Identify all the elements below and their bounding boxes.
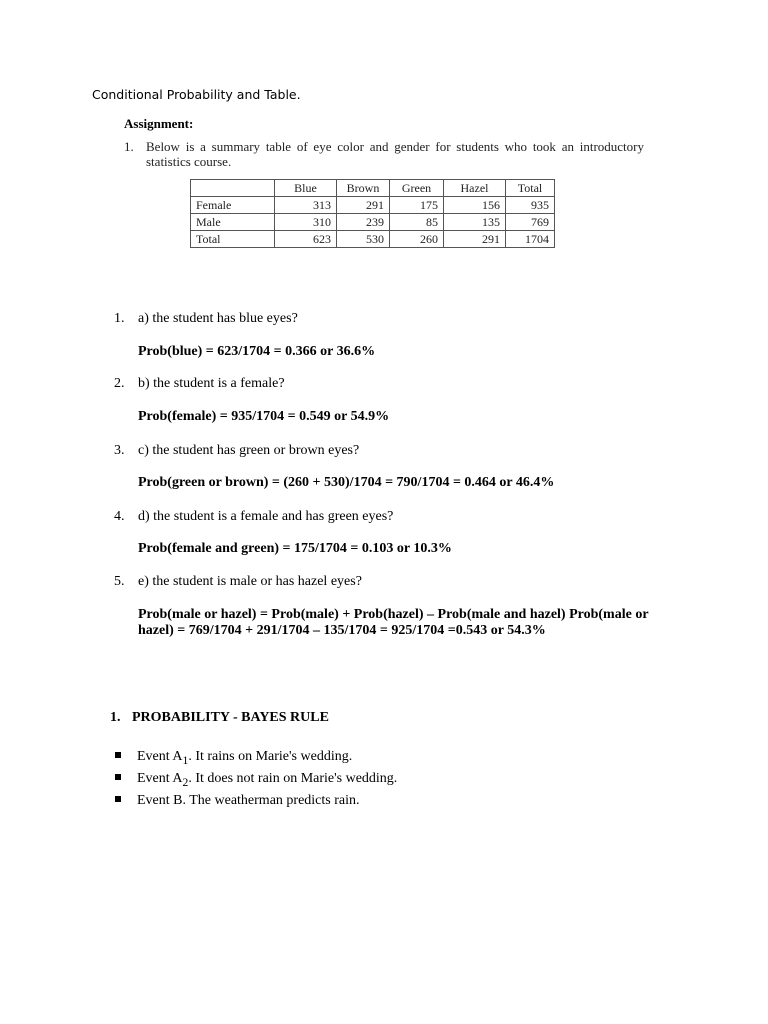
- list-item: [115, 768, 397, 790]
- row-label: Total: [191, 231, 275, 248]
- square-bullet-icon: [115, 774, 121, 780]
- event-suffix: . It rains on Marie's wedding.: [188, 749, 353, 764]
- row-label: Female: [191, 197, 275, 214]
- table-cell: 85: [390, 214, 444, 231]
- table-header-row: [191, 180, 555, 197]
- answer-2: Prob(female) = 935/1704 = 0.549 or 54.9%: [138, 409, 390, 424]
- list-item: [115, 790, 397, 812]
- row-label: Male: [191, 214, 275, 231]
- question-number: 3.: [114, 443, 125, 458]
- table-corner-cell: [191, 180, 275, 197]
- event-subscript: 2: [182, 775, 189, 789]
- table-cell: 239: [337, 214, 390, 231]
- intro-text: Below is a summary table of eye color and gender for students who took an introductory statistics course.: [146, 139, 644, 169]
- assignment-label: Assignment:: [124, 116, 194, 131]
- answer-3: Prob(green or brown) = (260 + 530)/1704 = 790/1704 = 0.464 or 46.4%: [138, 475, 555, 490]
- table-cell: 135: [444, 214, 506, 231]
- section-number: 1.: [110, 710, 121, 725]
- header-brown: Brown: [337, 180, 390, 197]
- list-item: [115, 746, 397, 768]
- question-text: c) the student has green or brown eyes?: [138, 443, 360, 458]
- event-list: [115, 746, 397, 812]
- section-heading: [110, 710, 329, 726]
- table-cell: 530: [337, 231, 390, 248]
- event-text: Event B. The weatherman predicts rain.: [137, 793, 360, 808]
- table-cell: 313: [275, 197, 337, 214]
- table-row-female: [191, 197, 555, 214]
- header-hazel: Hazel: [444, 180, 506, 197]
- question-text: a) the student has blue eyes?: [138, 311, 298, 326]
- table-row-total: [191, 231, 555, 248]
- square-bullet-icon: [115, 752, 121, 758]
- question-number: 5.: [114, 574, 125, 589]
- event-prefix: Event A: [137, 749, 183, 764]
- table-row-male: [191, 214, 555, 231]
- intro-number: 1.: [124, 139, 134, 154]
- question-number: 1.: [114, 311, 125, 326]
- header-green: Green: [390, 180, 444, 197]
- event-subscript: 1: [182, 753, 189, 767]
- question-text: e) the student is male or has hazel eyes?: [138, 574, 362, 589]
- section-title: PROBABILITY - BAYES RULE: [132, 710, 329, 725]
- table-cell: 310: [275, 214, 337, 231]
- question-text: d) the student is a female and has green eyes?: [138, 509, 394, 524]
- table-cell: 769: [506, 214, 555, 231]
- table-cell: 260: [390, 231, 444, 248]
- question-number: 2.: [114, 376, 125, 391]
- table-cell: 175: [390, 197, 444, 214]
- table-cell: 291: [337, 197, 390, 214]
- table-cell: 1704: [506, 231, 555, 248]
- square-bullet-icon: [115, 796, 121, 802]
- eye-color-gender-table: [190, 179, 555, 248]
- table-cell: 291: [444, 231, 506, 248]
- event-prefix: Event A: [137, 771, 183, 786]
- answer-4: Prob(female and green) = 175/1704 = 0.103 or 10.3%: [138, 541, 452, 556]
- document-title: Conditional Probability and Table.: [92, 87, 301, 102]
- table-cell: 935: [506, 197, 555, 214]
- table-cell: 623: [275, 231, 337, 248]
- assignment-intro: [124, 139, 644, 169]
- header-blue: Blue: [275, 180, 337, 197]
- answer-1: Prob(blue) = 623/1704 = 0.366 or 36.6%: [138, 344, 376, 359]
- question-number: 4.: [114, 509, 125, 524]
- event-suffix: . It does not rain on Marie's wedding.: [188, 771, 398, 786]
- question-text: b) the student is a female?: [138, 376, 285, 391]
- header-total: Total: [506, 180, 555, 197]
- table-cell: 156: [444, 197, 506, 214]
- answer-5: Prob(male or hazel) = Prob(male) + Prob(hazel) – Prob(male and hazel) Prob(male or hazel) = 769/1704 + 291/1704 – 135/1704 = 925/1704 =0.543 or 54.3%: [138, 607, 649, 638]
